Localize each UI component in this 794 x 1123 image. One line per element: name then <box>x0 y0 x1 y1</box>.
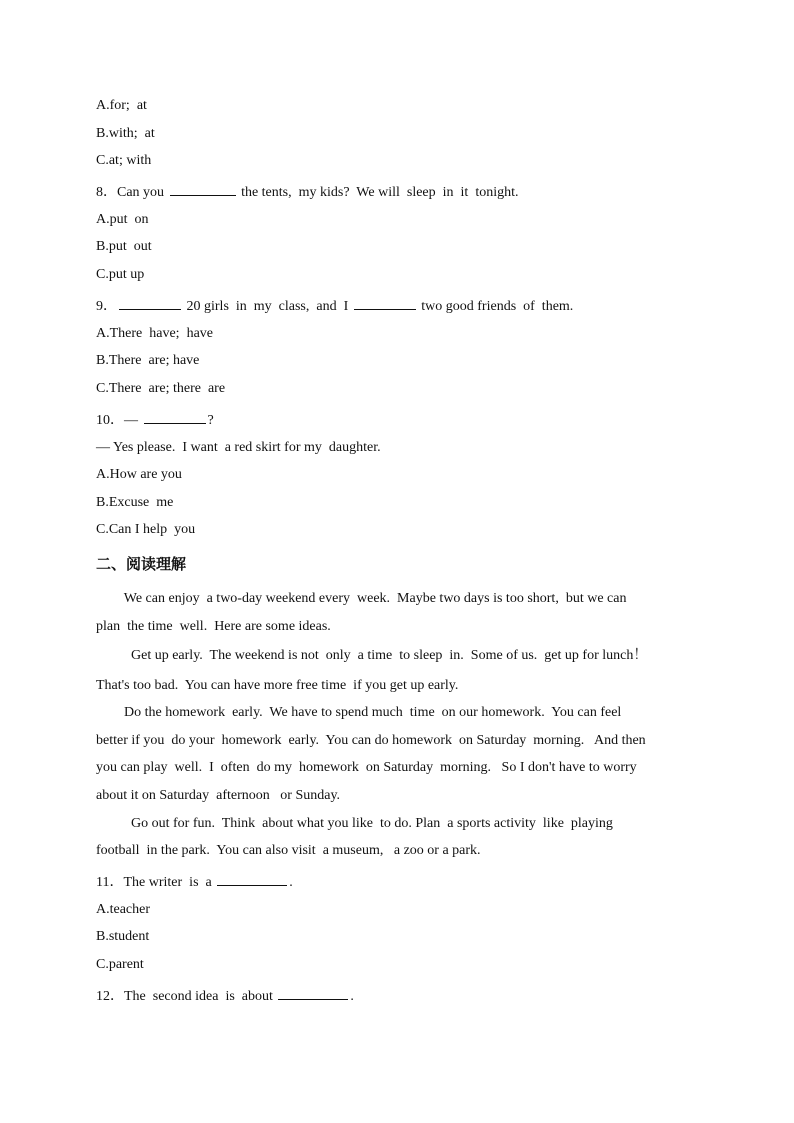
answer-blank <box>278 985 348 1000</box>
question-text: The writer is a <box>123 875 216 890</box>
passage-line: We can enjoy a two-day weekend every week. Maybe two days is too short, but we can <box>96 591 627 606</box>
answer-blank <box>217 871 287 886</box>
question-text: Can you <box>117 185 168 200</box>
question-text: the tents, my kids? We will sleep in it tonight. <box>237 185 519 200</box>
answer-blank <box>354 295 416 310</box>
dialogue-dash: — <box>124 413 142 428</box>
q11-option-a: A.teacher <box>96 902 151 917</box>
answer-blank <box>170 181 236 196</box>
passage-line: Go out for fun. Think about what you like to do. Plan a sports activity like playing <box>96 816 613 831</box>
q11-option-b: B.student <box>96 929 150 944</box>
q9-option-b: B.There are; have <box>96 353 200 368</box>
q11-option-c: C.parent <box>96 957 144 972</box>
question-number: 9． <box>96 299 117 314</box>
passage-line: better if you do your homework early. You can do homework on Saturday morning. And then <box>96 733 646 748</box>
q8-option-b: B.put out <box>96 239 152 254</box>
passage-line: about it on Saturday afternoon or Sunday. <box>96 788 341 803</box>
question-number: 10． <box>96 413 124 428</box>
passage-line: plan the time well. Here are some ideas. <box>96 619 331 634</box>
answer-blank <box>119 295 181 310</box>
q8-option-c: C.put up <box>96 267 145 282</box>
q10-option-c: C.Can I help you <box>96 522 196 537</box>
question-end: . <box>350 989 354 1004</box>
q7-option-b: B.with; at <box>96 126 155 141</box>
question-number: 11． <box>96 875 124 890</box>
question-number: 12． <box>96 989 124 1004</box>
answer-blank <box>144 409 206 424</box>
question-text: 20 girls in my class, and I <box>183 299 352 314</box>
passage-line: Get up early. The weekend is not only a time to sleep in. Some of us. get up for lunch！ <box>96 648 648 663</box>
question-end: . <box>289 875 293 890</box>
question-10 <box>96 409 214 430</box>
q8-option-a: A.put on <box>96 212 149 227</box>
q9-option-a: A.There have; have <box>96 326 213 341</box>
q10-option-b: B.Excuse me <box>96 495 174 510</box>
passage-line: football in the park. You can also visit a museum, a zoo or a park. <box>96 843 481 858</box>
question-9 <box>96 295 573 316</box>
question-text: The second idea is about <box>124 989 277 1004</box>
question-11 <box>96 871 293 892</box>
q10-option-a: A.How are you <box>96 467 182 482</box>
q9-option-c: C.There are; there are <box>96 381 226 396</box>
passage-line: Do the homework early. We have to spend much time on our homework. You can feel <box>96 705 622 720</box>
passage-line: you can play well. I often do my homework on Saturday morning. So I don't have to worry <box>96 760 637 775</box>
section-heading: 二、阅读理解 <box>96 555 187 573</box>
question-8 <box>96 181 519 202</box>
question-12 <box>96 985 354 1006</box>
question-mark: ? <box>207 413 214 428</box>
q7-option-a: A.for; at <box>96 98 147 113</box>
question-number: 8． <box>96 185 117 200</box>
question-text: two good friends of them. <box>417 299 574 314</box>
q7-option-c: C.at; with <box>96 153 152 168</box>
passage-line: That's too bad. You can have more free time if you get up early. <box>96 678 459 693</box>
q10-reply: — Yes please. I want a red skirt for my daughter. <box>96 440 381 455</box>
